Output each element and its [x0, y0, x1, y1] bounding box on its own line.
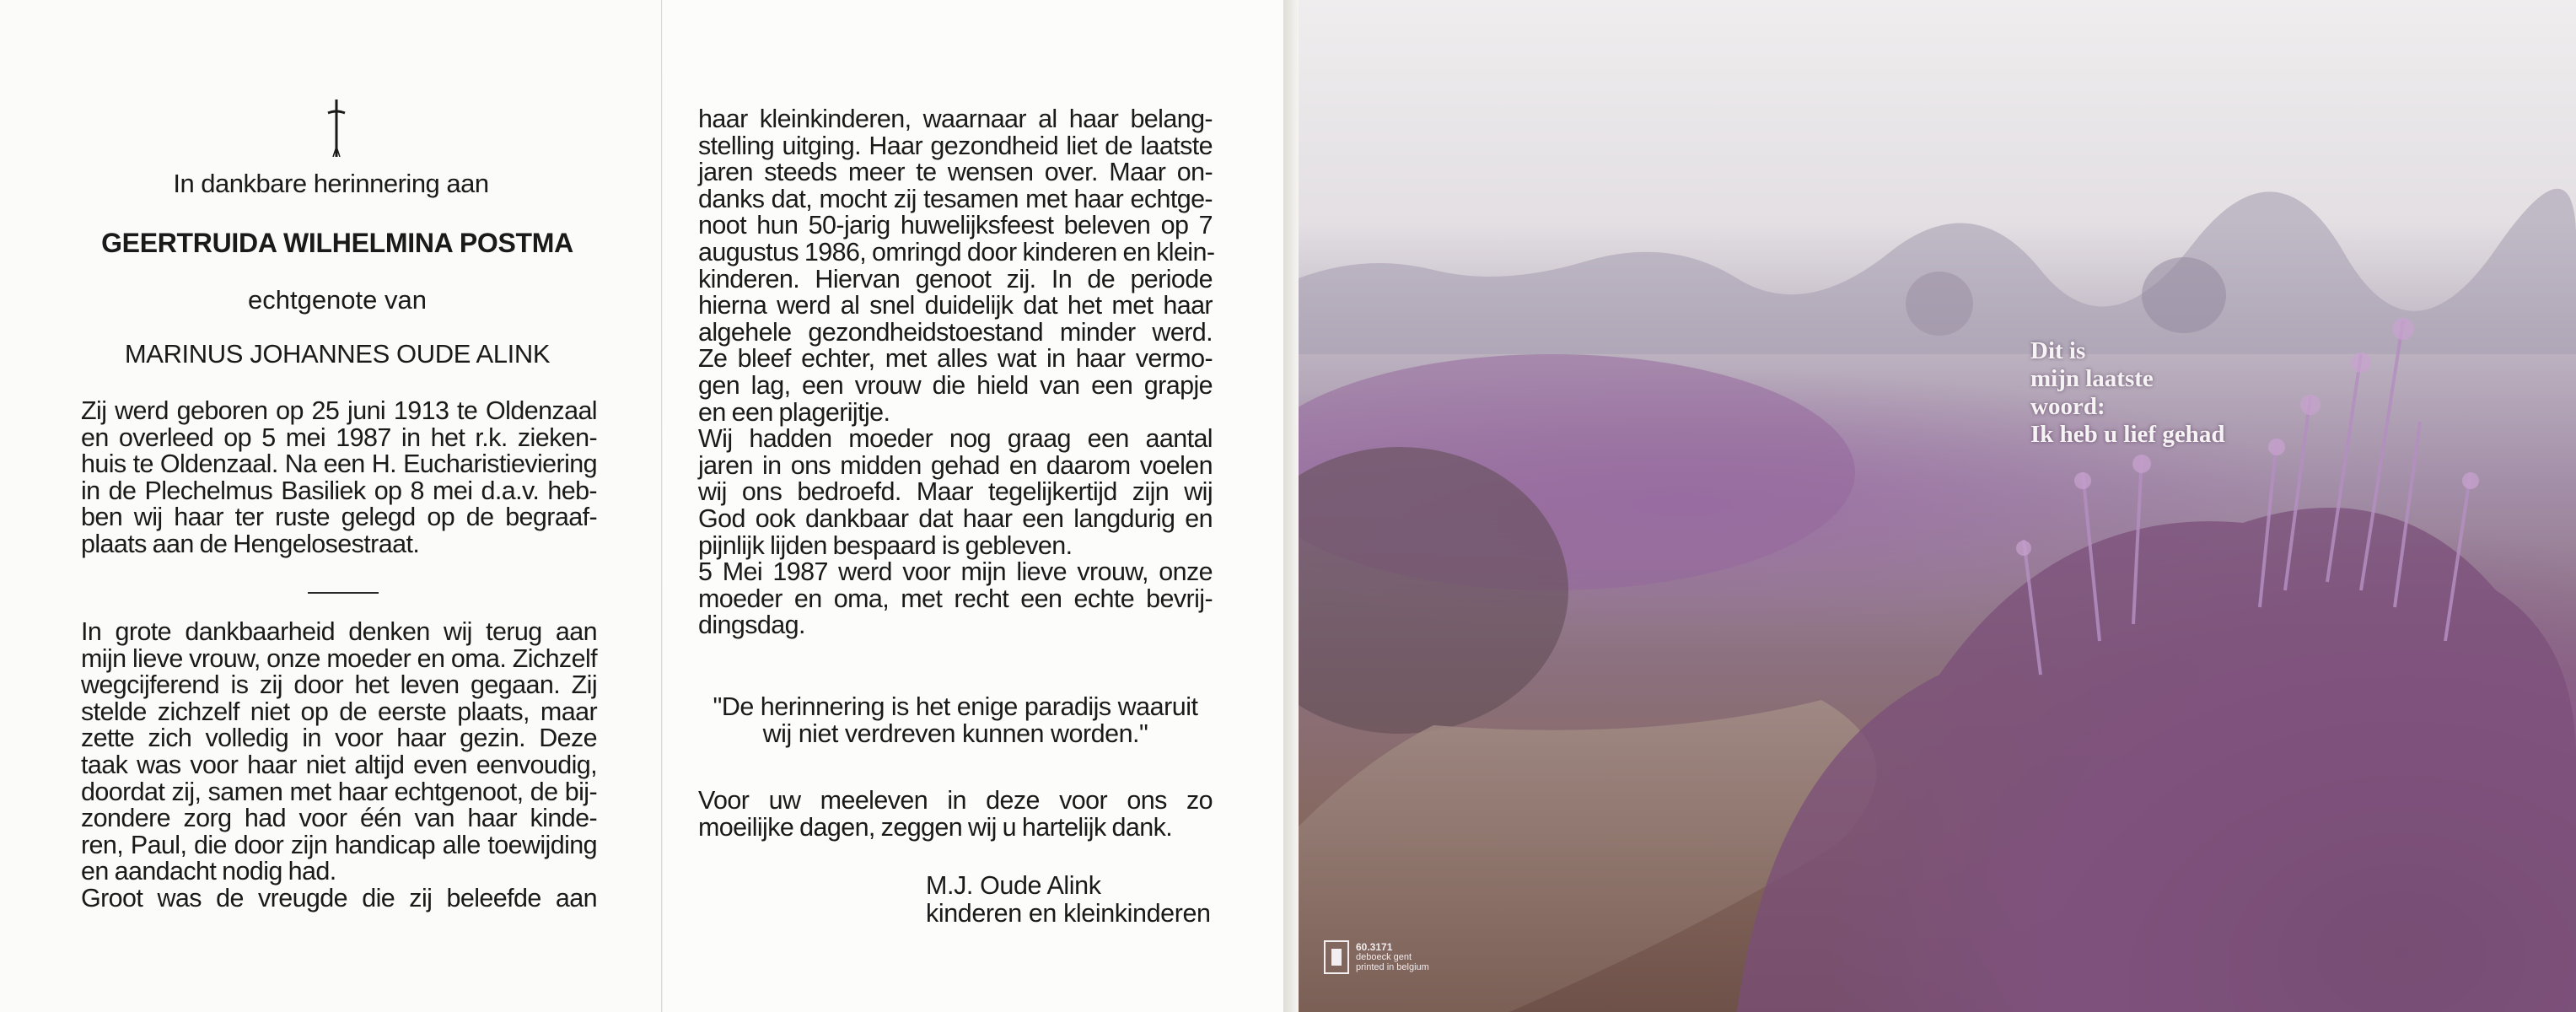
text-line: wegcijferend is zij door het leven gegaan. Zij [81, 670, 597, 700]
text-line: ben wij haar ter ruste gelegd op de begraaf- [81, 503, 597, 532]
text-line: 5 Mei 1987 werd voor mijn lieve vrouw, onze [698, 557, 1213, 587]
publisher-name: deboeck gent [1356, 952, 1412, 962]
poem-text [2030, 337, 2224, 449]
text-line: huis te Oldenzaal. Na een H. Eucharistieviering [81, 449, 597, 479]
card-left-page [0, 0, 662, 1012]
publisher-origin: printed in belgium [1356, 962, 1429, 972]
text-line: kinderen. Hiervan genoot zij. In de periode [698, 264, 1213, 293]
text-line: haar kleinkinderen, waarnaar al haar belang- [698, 105, 1213, 133]
heather-landscape-photo [1299, 0, 2576, 1012]
text-line: noot hun 50-jarig huwelijksfeest beleven op 7 [698, 211, 1213, 240]
text-line: wij ons bedroefd. Maar tegelijkertijd zijn wij [698, 477, 1213, 507]
text-line: moeder en oma, met recht een echte bevrij- [698, 584, 1213, 613]
deceased-name: GEERTRUIDA WILHELMINA POSTMA [101, 228, 573, 258]
text-line: algehele gezondheidstoestand minder werd. [698, 317, 1213, 347]
poem-line: Ik heb u lief gehad [2030, 421, 2225, 448]
text-line: jaren steeds meer te wensen over. Maar on- [698, 158, 1213, 187]
quote-line: wij niet verdreven kunnen worden." [762, 719, 1148, 748]
intro-line: In dankbare herinnering aan [173, 169, 489, 198]
poem-line: mijn laatste [2030, 365, 2154, 392]
text-line: Groot was de vreugde die zij beleefde aan [81, 883, 597, 912]
text-line: ren, Paul, die door zijn handicap alle toewijding [81, 830, 597, 859]
text-line: in de Plechelmus Basiliek op 8 mei d.a.v. heb- [81, 476, 597, 505]
publisher-text [1356, 942, 1429, 972]
text-line: Wij hadden moeder nog graag een aantal [698, 424, 1213, 454]
publisher-code: 60.3171 [1356, 941, 1393, 953]
spouse-of-line: echtgenote van [247, 285, 427, 315]
quote-line: "De herinnering is het enige paradijs waaruit [713, 692, 1198, 721]
card-fold [1283, 0, 1299, 1012]
publisher-mark [1324, 940, 1429, 974]
poem-line: Dit is [2030, 337, 2086, 364]
thanks-paragraph [698, 788, 1213, 841]
tribute-paragraph [81, 619, 597, 912]
text-line: zette zich volledig in voor haar gezin. Deze [81, 724, 597, 753]
publisher-logo-icon [1324, 940, 1349, 974]
text-line: stelling uitging. Haar gezondheid liet de laatste [698, 131, 1213, 160]
text-line: zondere zorg had voor één van haar kinde- [81, 804, 597, 833]
text-line: danks dat, mocht zij tesamen met haar echtge- [698, 184, 1213, 213]
text-line: jaren in ons midden gehad en daarom voelen [698, 450, 1213, 480]
text-line: plaats aan de Hengelosestraat. [81, 529, 420, 558]
husband-name: MARINUS JOHANNES OUDE ALINK [124, 339, 551, 369]
text-line: stelde zichzelf niet op de eerste plaats, maar [81, 697, 597, 726]
text-line: Ze bleef echter, met alles wat in haar vermo- [698, 344, 1213, 374]
heather-photo-page [1299, 0, 2576, 1012]
text-line: pijnlijk lijden bespaard is gebleven. [698, 530, 1073, 560]
text-line: dingsdag. [698, 611, 805, 640]
signature-block [926, 872, 1211, 928]
text-line: Zij werd geboren op 25 juni 1913 te Oldenzaal [81, 396, 597, 425]
text-line: God ook dankbaar dat haar een langdurig en [698, 503, 1213, 533]
poem-line: woord: [2030, 393, 2105, 420]
text-line: en aandacht nodig had. [81, 857, 336, 886]
text-line: moeilijke dagen, zeggen wij u hartelijk dank. [698, 812, 1173, 842]
cross-icon [325, 100, 348, 157]
text-line: en overleed op 5 mei 1987 in het r.k. zieken- [81, 423, 597, 452]
text-line: gen lag, een vrouw die hield van een grapje [698, 370, 1213, 400]
text-line: mijn lieve vrouw, onze moeder en oma. Zichzelf [81, 643, 597, 673]
text-line: doordat zij, samen met haar echtgenoot, de bij- [81, 777, 597, 806]
text-line: Voor uw meeleven in deze voor ons zo [698, 786, 1213, 815]
text-line: hierna werd al snel duidelijk dat het met haar [698, 291, 1213, 320]
signature-family: kinderen en kleinkinderen [926, 899, 1211, 928]
text-line: In grote dankbaarheid denken wij terug aan [81, 617, 597, 646]
memorial-quote [698, 693, 1213, 747]
signature-name: M.J. Oude Alink [926, 871, 1101, 900]
divider-rule [308, 592, 379, 594]
text-line: taak was voor haar niet altijd even eenvoudig, [81, 750, 597, 779]
text-line: augustus 1986, omringd door kinderen en klein- [698, 237, 1215, 266]
text-line: en een plagerijtje. [698, 397, 890, 427]
biography-paragraph [81, 398, 597, 558]
continuation-paragraph [698, 106, 1213, 639]
